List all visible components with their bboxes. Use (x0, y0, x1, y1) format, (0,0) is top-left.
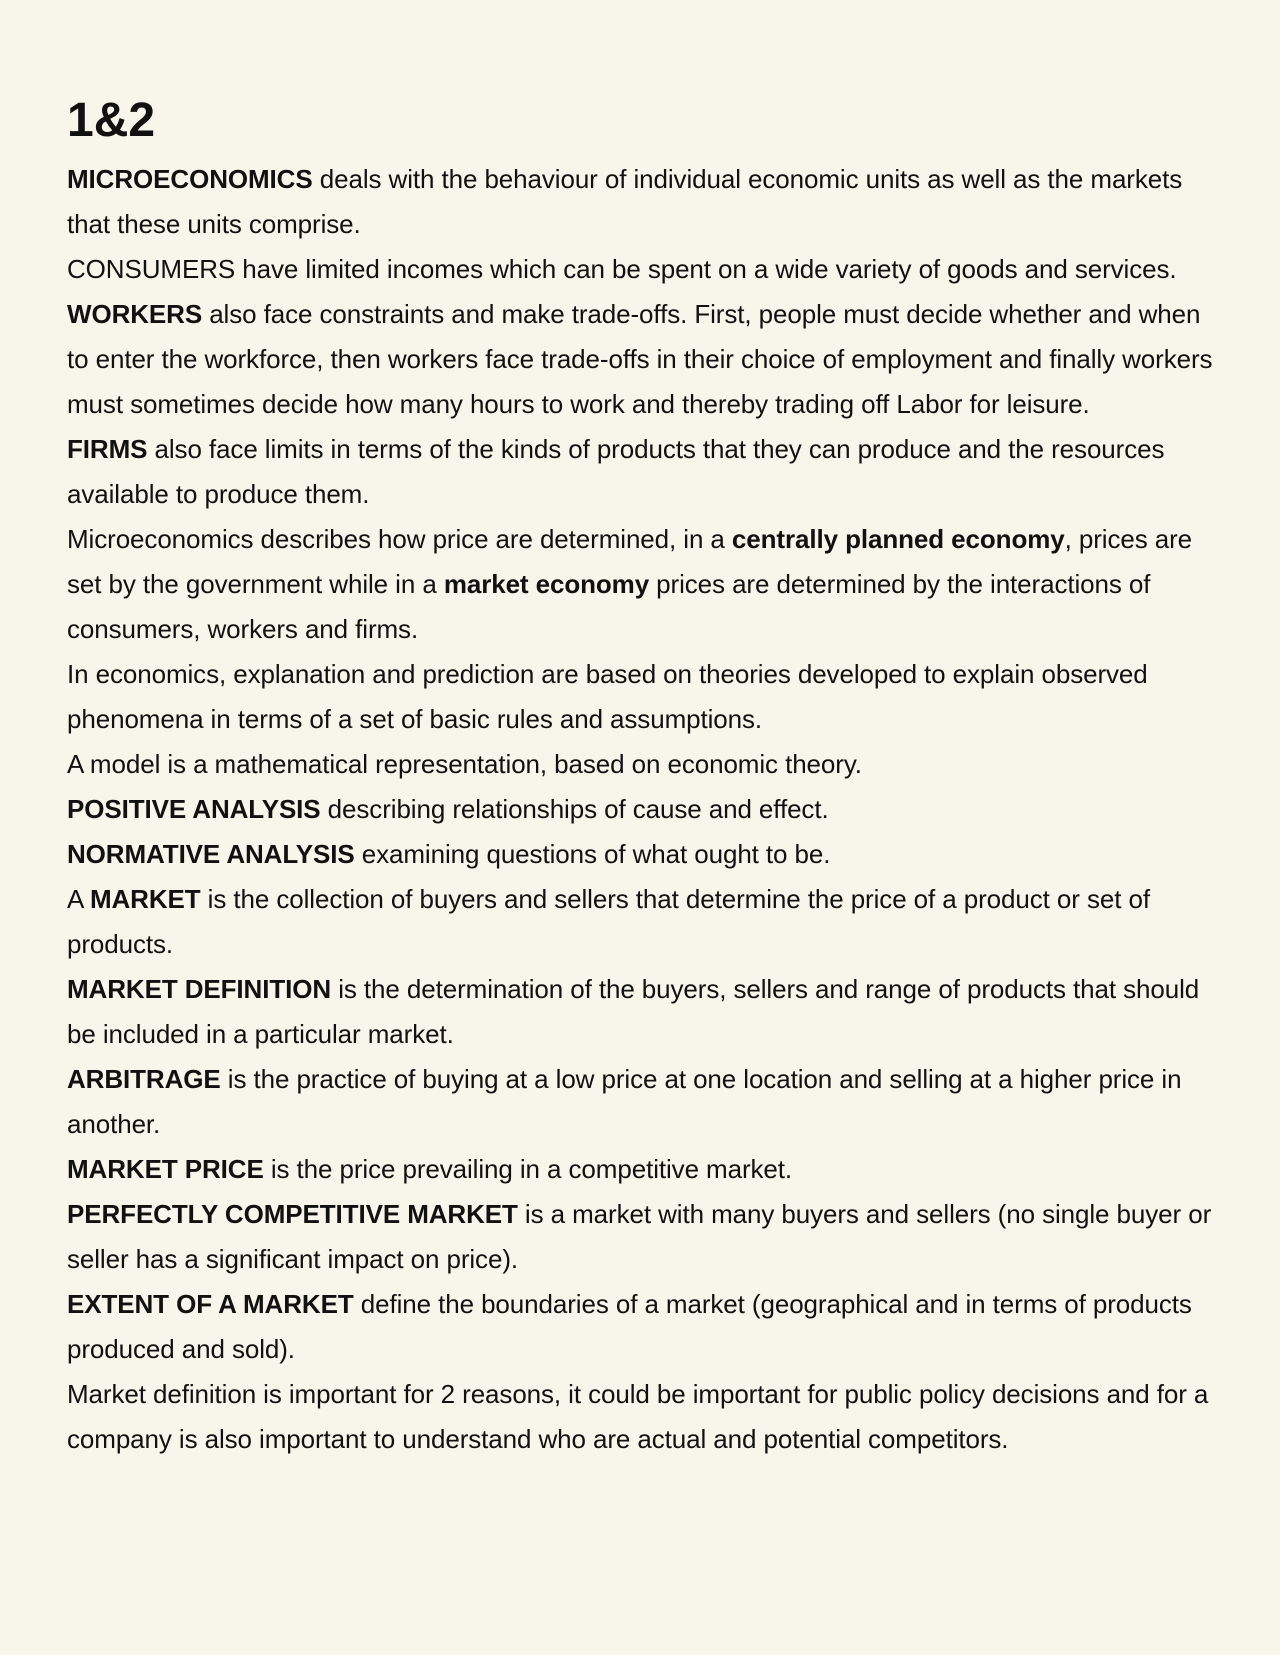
paragraph-theories (67, 652, 1217, 742)
term-arbitrage: ARBITRAGE (67, 1064, 221, 1094)
paragraph-text: is the price prevailing in a competitive market. (263, 1154, 793, 1184)
term-normative-analysis: NORMATIVE ANALYSIS (67, 839, 355, 869)
term-perfectly-competitive-market: PERFECTLY COMPETITIVE MARKET (67, 1199, 518, 1229)
paragraph-market-price (67, 1147, 1217, 1192)
paragraph-text: Market definition is important for 2 reasons, it could be important for public policy decisions and for a company is also important to understand who are actual and potential competitors. (67, 1379, 1209, 1454)
paragraph-text: is the practice of buying at a low price at one location and selling at a higher price in another. (67, 1064, 1182, 1139)
paragraph-positive-analysis (67, 787, 1217, 832)
paragraph-text: also face limits in terms of the kinds of products that they can produce and the resources available to produce them. (67, 434, 1165, 509)
paragraph-text: A model is a mathematical representation, based on economic theory. (67, 749, 862, 779)
paragraph-text: define the boundaries of a market (geographical and in terms of products produced and sold). (67, 1289, 1192, 1364)
paragraph-normative-analysis (67, 832, 1217, 877)
paragraph-market (67, 877, 1217, 967)
paragraph-consumers (67, 247, 1217, 292)
term-centrally-planned-economy: centrally planned economy (731, 524, 1065, 554)
term-market-economy: market economy (443, 569, 650, 599)
paragraph-text: prices are determined by the interactions of consumers, workers and firms. (67, 569, 1151, 644)
term-microeconomics: MICROECONOMICS (67, 164, 313, 194)
paragraph-text: In economics, explanation and prediction are based on theories developed to explain observed phenomena in terms of a set of basic rules and assumptions. (67, 659, 1148, 734)
paragraph-model (67, 742, 1217, 787)
paragraph-text: describing relationships of cause and effect. (320, 794, 829, 824)
term-market-definition: MARKET DEFINITION (67, 974, 332, 1004)
term-extent-of-a-market: EXTENT OF A MARKET (67, 1289, 354, 1319)
paragraph-text: is the determination of the buyers, sellers and range of products that should be included in a particular market. (67, 974, 1200, 1049)
document-body (67, 157, 1217, 1462)
term-market-price: MARKET PRICE (67, 1154, 264, 1184)
paragraph-price-determination (67, 517, 1217, 652)
paragraph-text: is the collection of buyers and sellers that determine the price of a product or set of products. (67, 884, 1150, 959)
term-positive-analysis: POSITIVE ANALYSIS (67, 794, 321, 824)
paragraph-text: examining questions of what ought to be. (354, 839, 831, 869)
paragraph-text: Microeconomics describes how price are determined, in a (67, 524, 732, 554)
paragraph-extent-of-market (67, 1282, 1217, 1372)
paragraph-workers (67, 292, 1217, 427)
term-market: MARKET (89, 884, 201, 914)
paragraph-text: deals with the behaviour of individual economic units as well as the markets that these units comprise. (67, 164, 1183, 239)
paragraph-text: , prices are set by the government while in a (67, 524, 1193, 599)
paragraph-market-definition-importance (67, 1372, 1217, 1462)
paragraph-market-definition (67, 967, 1217, 1057)
paragraph-microeconomics (67, 157, 1217, 247)
document-title: 1&2 (67, 94, 156, 147)
term-workers: WORKERS (67, 299, 203, 329)
paragraph-text: is a market with many buyers and sellers (no single buyer or seller has a significant impact on price). (67, 1199, 1212, 1274)
paragraph-perfectly-competitive-market (67, 1192, 1217, 1282)
paragraph-firms (67, 427, 1217, 517)
paragraph-text: A (67, 884, 90, 914)
term-firms: FIRMS (67, 434, 148, 464)
paragraph-text: also face constraints and make trade-offs. First, people must decide whether and when to enter the workforce, then workers face trade-offs in their choice of employment and finally workers must sometimes decide how many hours to work and thereby trading off Labor for leisure. (67, 299, 1213, 419)
paragraph-text: CONSUMERS have limited incomes which can be spent on a wide variety of goods and services. (67, 254, 1177, 284)
paragraph-arbitrage (67, 1057, 1217, 1147)
